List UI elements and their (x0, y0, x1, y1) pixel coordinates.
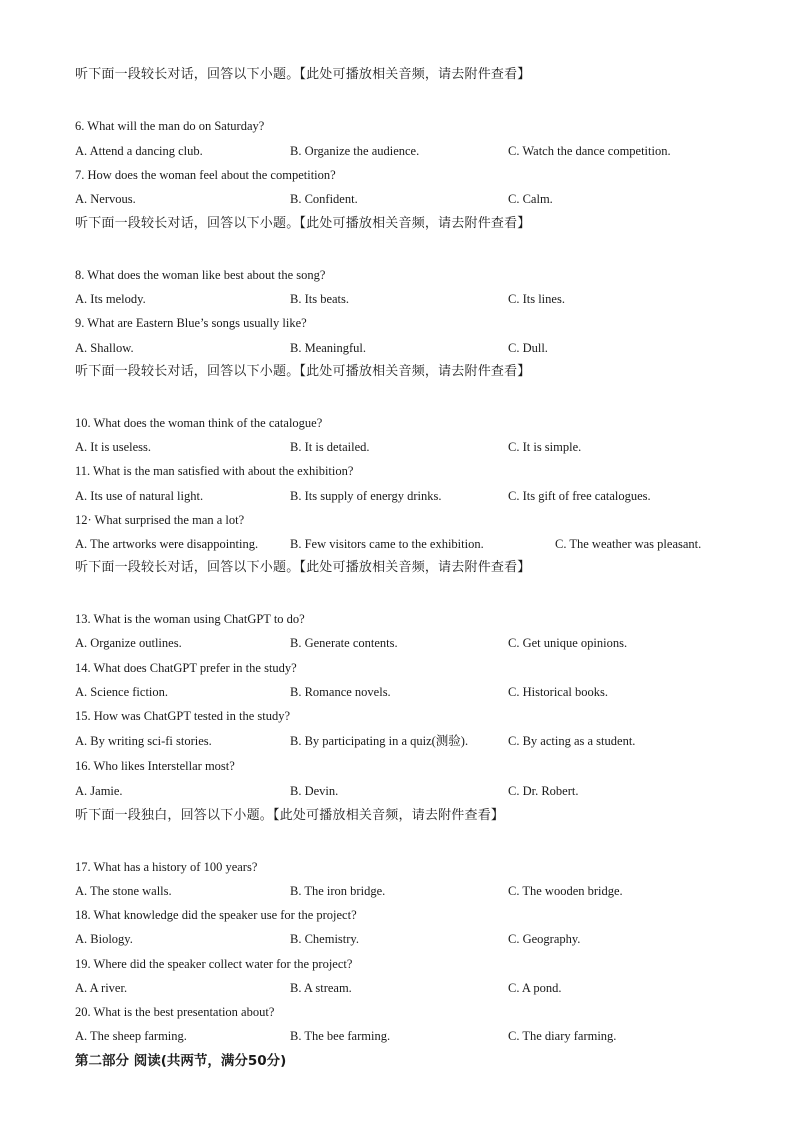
option-c: C. Dr. Robert. (508, 784, 579, 798)
part-two-heading: 第二部分 阅读(共两节，满分50分) (75, 1053, 287, 1069)
option-b: B. A stream. (290, 981, 352, 995)
question-17: 17. What has a history of 100 years? (75, 860, 258, 874)
option-c: C. The weather was pleasant. (555, 537, 702, 551)
option-a: A. Organize outlines. (75, 636, 182, 650)
option-a: A. Shallow. (75, 341, 134, 355)
question-18: 18. What knowledge did the speaker use for the project? (75, 908, 357, 922)
instruction-long-dialogue: 听下面一段较长对话，回答以下小题。【此处可播放相关音频，请去附件查看】 (75, 216, 531, 231)
option-c: C. The diary farming. (508, 1029, 617, 1043)
option-c: C. The wooden bridge. (508, 884, 623, 898)
option-b: B. The iron bridge. (290, 884, 386, 898)
question-20: 20. What is the best presentation about? (75, 1005, 275, 1019)
option-a: A. The artworks were disappointing. (75, 537, 259, 551)
option-a: A. Science fiction. (75, 685, 169, 699)
option-b: B. The bee farming. (290, 1029, 391, 1043)
question-6: 6. What will the man do on Saturday? (75, 119, 265, 133)
question-12: 12· What surprised the man a lot? (75, 513, 245, 527)
option-b: B. Romance novels. (290, 685, 391, 699)
option-a: A. Its use of natural light. (75, 489, 204, 503)
option-a: A. A river. (75, 981, 128, 995)
option-a: A. The sheep farming. (75, 1029, 187, 1043)
option-c: C. Its lines. (508, 292, 565, 306)
option-b: B. It is detailed. (290, 440, 370, 454)
option-b: B. Organize the audience. (290, 144, 420, 158)
option-b: B. Generate contents. (290, 636, 398, 650)
option-b: B. Devin. (290, 784, 339, 798)
option-b: B. Chemistry. (290, 932, 359, 946)
option-b: B. Confident. (290, 192, 358, 206)
option-a: A. Its melody. (75, 292, 146, 306)
option-c: C. Watch the dance competition. (508, 144, 671, 158)
question-8: 8. What does the woman like best about the song? (75, 268, 326, 282)
option-c: C. Dull. (508, 341, 548, 355)
instruction-long-dialogue: 听下面一段较长对话，回答以下小题。【此处可播放相关音频，请去附件查看】 (75, 560, 531, 575)
option-b: B. Its supply of energy drinks. (290, 489, 442, 503)
instruction-long-dialogue: 听下面一段较长对话，回答以下小题。【此处可播放相关音频，请去附件查看】 (75, 364, 531, 379)
question-7: 7. How does the woman feel about the competition? (75, 168, 336, 182)
option-c: C. Get unique opinions. (508, 636, 628, 650)
option-c: C. Historical books. (508, 685, 608, 699)
question-15: 15. How was ChatGPT tested in the study? (75, 709, 291, 723)
option-c: C. Calm. (508, 192, 553, 206)
option-b: B. Its beats. (290, 292, 350, 306)
option-b: B. Meaningful. (290, 341, 367, 355)
instruction-monologue: 听下面一段独白，回答以下小题。【此处可播放相关音频，请去附件查看】 (75, 808, 505, 823)
question-9: 9. What are Eastern Blue’s songs usually like? (75, 316, 307, 330)
option-c: C. Geography. (508, 932, 581, 946)
option-a: A. Biology. (75, 932, 133, 946)
option-a: A. Nervous. (75, 192, 136, 206)
question-10: 10. What does the woman think of the catalogue? (75, 416, 323, 430)
question-16: 16. Who likes Interstellar most? (75, 759, 235, 773)
option-a: A. By writing sci-fi stories. (75, 734, 212, 748)
option-a: A. Attend a dancing club. (75, 144, 203, 158)
option-a: A. Jamie. (75, 784, 123, 798)
option-a: A. It is useless. (75, 440, 152, 454)
option-b: B. By participating in a quiz(测验). (290, 734, 469, 748)
question-13: 13. What is the woman using ChatGPT to do? (75, 612, 305, 626)
question-19: 19. Where did the speaker collect water for the project? (75, 957, 353, 971)
option-c: C. A pond. (508, 981, 562, 995)
option-c: C. Its gift of free catalogues. (508, 489, 651, 503)
option-a: A. The stone walls. (75, 884, 172, 898)
option-c: C. It is simple. (508, 440, 582, 454)
instruction-long-dialogue: 听下面一段较长对话，回答以下小题。【此处可播放相关音频，请去附件查看】 (75, 67, 531, 82)
question-11: 11. What is the man satisfied with about the exhibition? (75, 464, 354, 478)
option-b: B. Few visitors came to the exhibition. (290, 537, 484, 551)
question-14: 14. What does ChatGPT prefer in the study? (75, 661, 297, 675)
option-c: C. By acting as a student. (508, 734, 636, 748)
